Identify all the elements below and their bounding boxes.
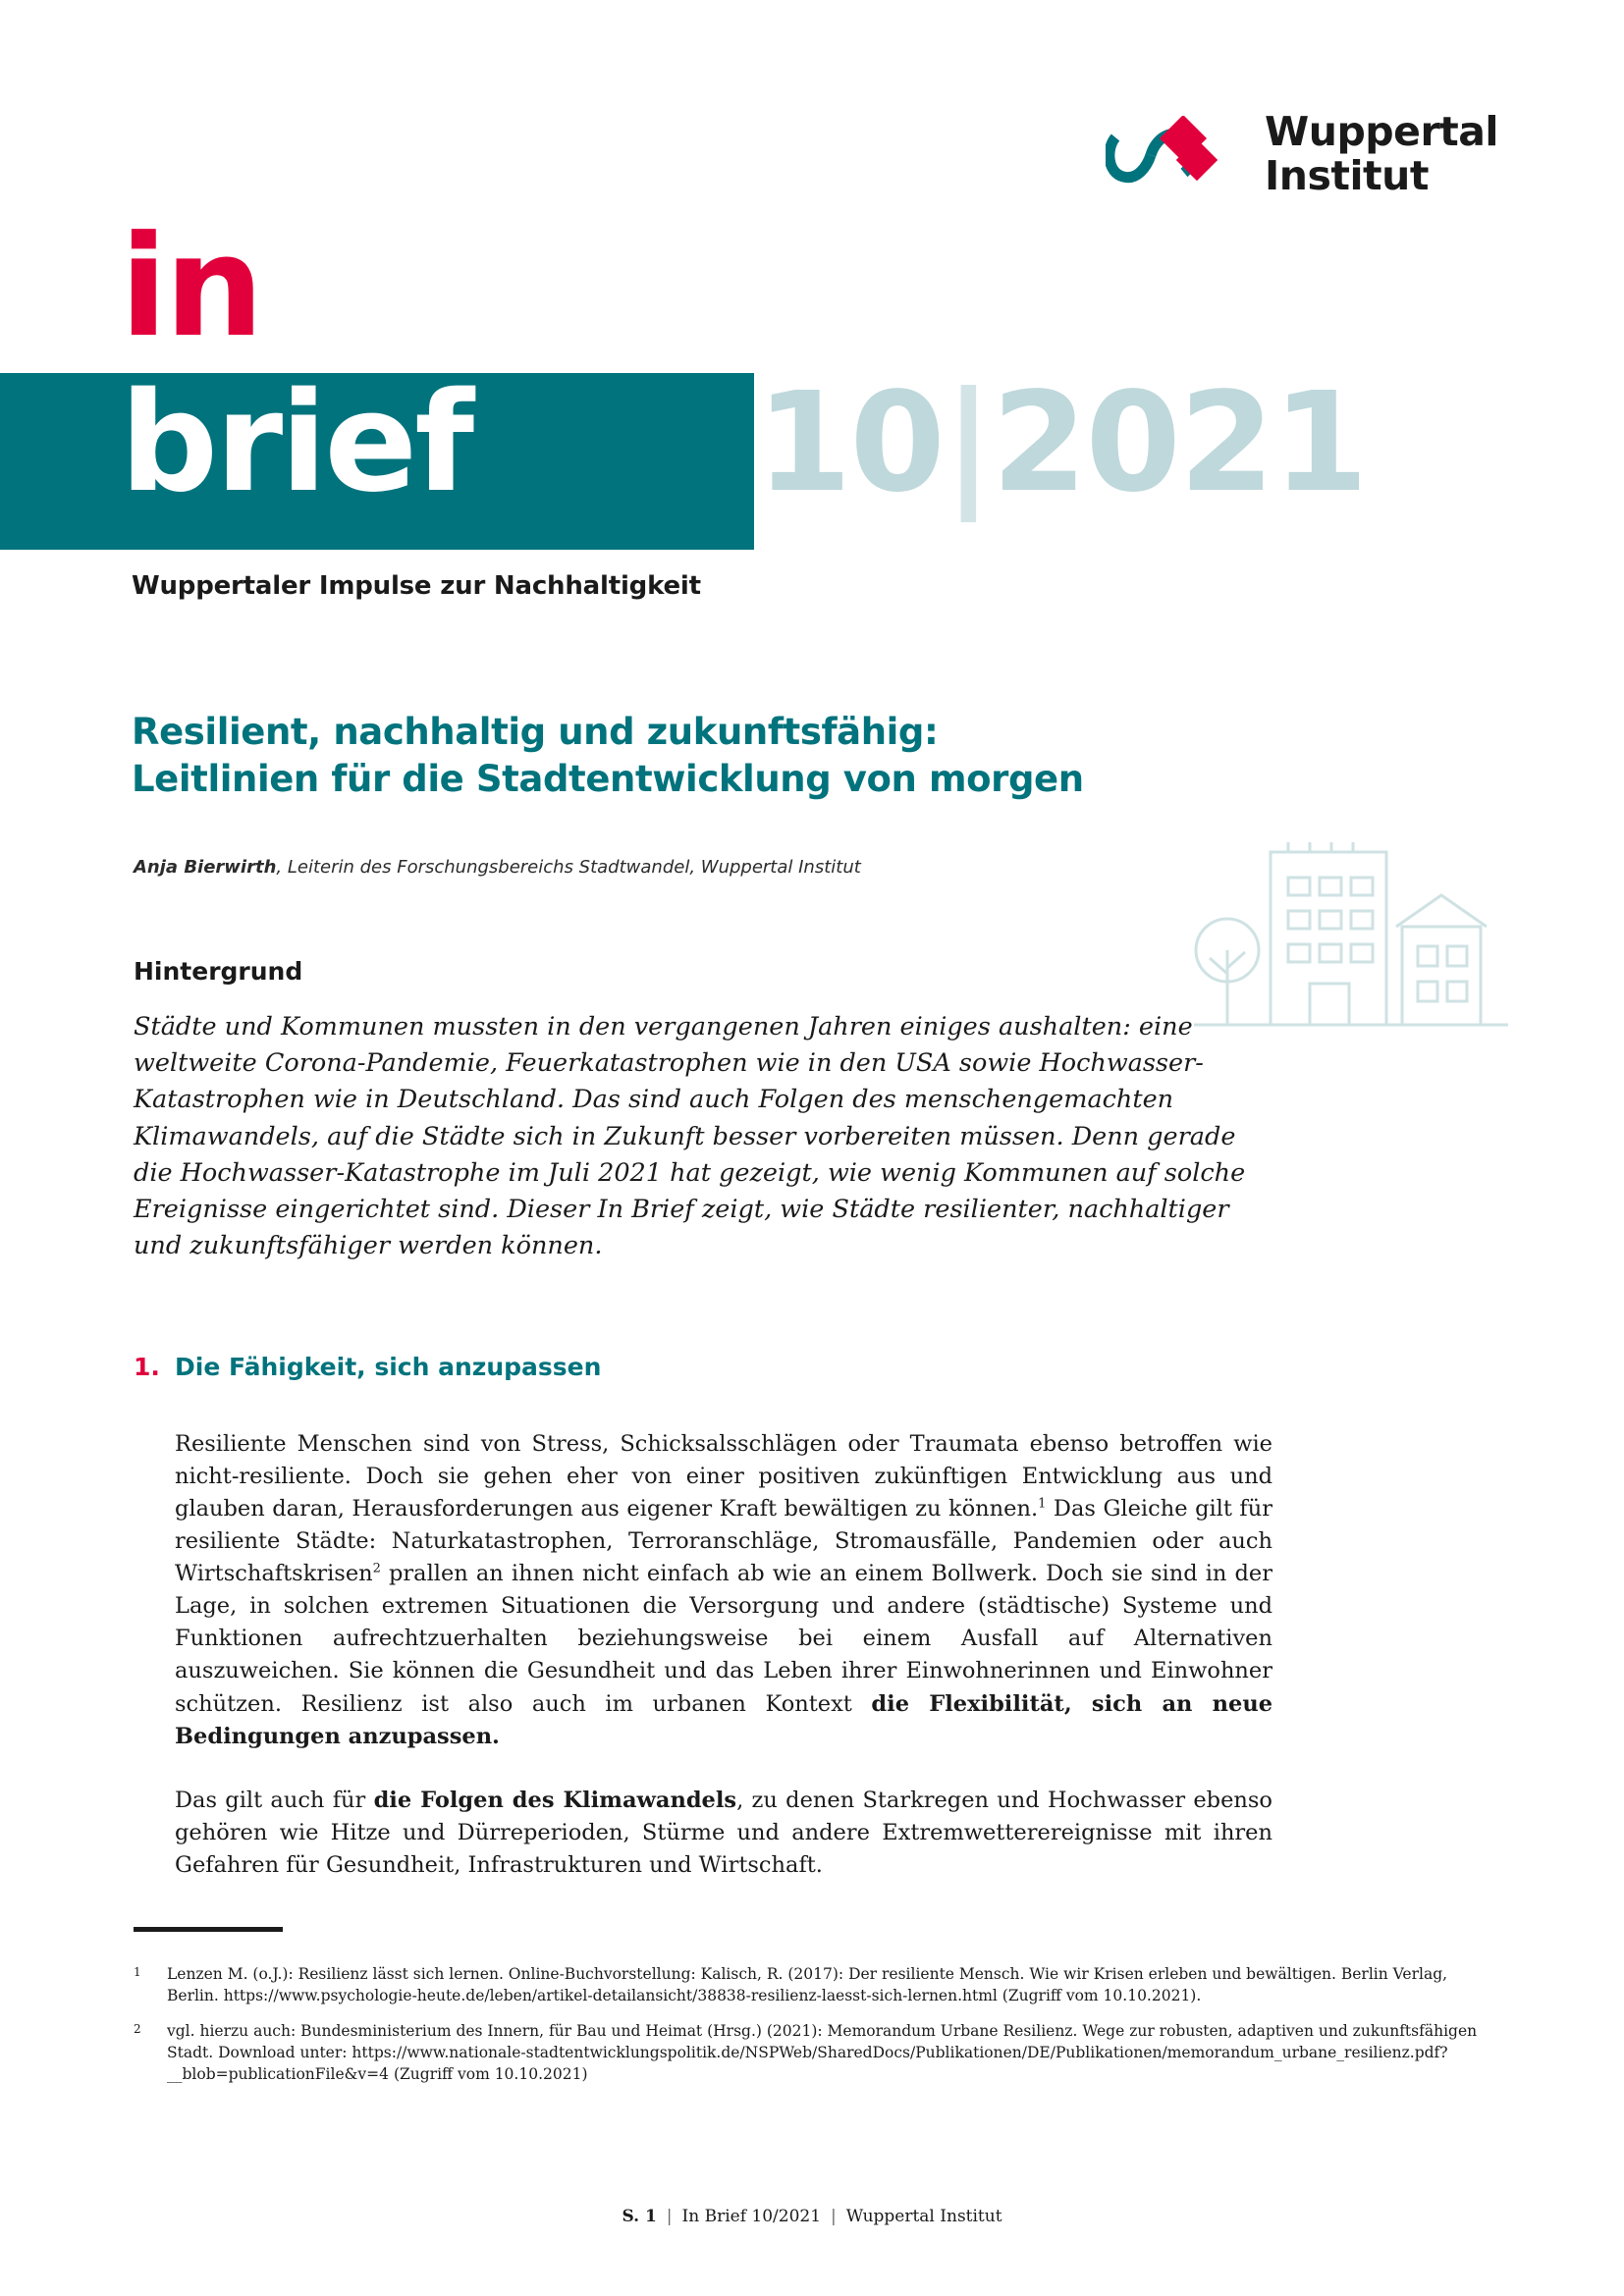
masthead-issue bbox=[756, 363, 1367, 523]
section-number: 1. bbox=[134, 1353, 160, 1381]
lead-paragraph: Städte und Kommunen mussten in den vergangenen Jahren einiges aushalten: eine weltweite Corona-Pandemie, Feuerkatastrophen wie in den USA sowie Hochwasser-Katastrophen wie in Deutschland. Das sind auch Folgen des menschengemachten Klimawandels, auf die Städte sich in Zukunft besser vorbereiten müssen. Denn gerade die Hochwasser-Katastrophe im Juli 2021 hat gezeigt, wie wenig Kommunen auf solche Ereignisse eingerichtet sind. Dieser In Brief zeigt, wie Städte resilienter, nachhaltiger und zukunftsfähiger werden können. bbox=[134, 1012, 1246, 1261]
masthead-in: in bbox=[120, 206, 261, 368]
issue-separator: | bbox=[943, 363, 992, 523]
masthead-brief: brief bbox=[120, 363, 472, 523]
para1-part1: Resiliente Menschen sind von Stress, Schicksalsschlägen oder Traumata ebenso betroffen wie nicht-resiliente. Doch sie gehen eher von einer positiven zukünftigen Entwicklung aus und glauben daran, Herausforderungen aus eigener Kraft bewältigen zu können. bbox=[175, 1431, 1272, 1522]
footnote-item bbox=[134, 1963, 1498, 2006]
page-title bbox=[132, 709, 1290, 803]
footnote-text: vgl. hierzu auch: Bundesministerium des Innern, für Bau und Heimat (Hrsg.) (2021): Memorandum Urbane Resilienz. Wege zur robusten, adaptiven und zukunftsfähigen Stadt. Download unter: https://www.nationale-stadtentwicklungspolitik.de/NSPWeb/SharedDocs/Publikationen/DE/Publikationen/memorandum_urbane_resilienz.pdf?__blob=publicationFile&v=4 (Zugriff vom 10.10.2021) bbox=[167, 2022, 1478, 2083]
footnote-text: Lenzen M. (o.J.): Resilienz lässt sich lernen. Online-Buchvorstellung: Kalisch, R. (2017): Der resiliente Mensch. Wie wir Krisen erleben und bewältigen. Berlin Verlag, Berlin. https://www.psychologie-heute.de/leben/artikel-detailansicht/38838-resilienz-laesst-sich-lernen.html (Zugriff vom 10.10.2021). bbox=[167, 1965, 1448, 2004]
footnote-marker: 1 bbox=[134, 1965, 141, 1979]
issue-year: 2021 bbox=[991, 363, 1367, 523]
page-footer bbox=[0, 2207, 1624, 2226]
body-paragraph-1 bbox=[175, 1428, 1272, 1753]
footer-separator-1: | bbox=[666, 2207, 673, 2226]
author-name: Anja Bierwirth bbox=[134, 857, 277, 878]
para2-part1: Das gilt auch für bbox=[175, 1788, 374, 1813]
footnote-ref-2: 2 bbox=[372, 1561, 381, 1576]
footnote-list bbox=[134, 1963, 1498, 2099]
footnote-item bbox=[134, 2020, 1498, 2085]
logo-line-2: Institut bbox=[1265, 152, 1429, 200]
para1-part2: Das Gleiche gilt für resiliente Städte: Naturkatastrophen, Terroranschläge, Stromausfälle, Pandemien oder auch Wirtschaftskrisen bbox=[175, 1496, 1273, 1587]
logo-wordmark bbox=[1265, 110, 1498, 198]
author-role: , Leiterin des Forschungsbereichs Stadtwandel, Wuppertal Institut bbox=[276, 857, 861, 878]
para2-part2: , zu denen Starkregen und Hochwasser ebenso gehören wie Hitze und Dürreperioden, Stürme und andere Extremwetterereignisse mit ihren Gefahren für Gesundheit, Infrastrukturen und Wirtschaft. bbox=[175, 1788, 1272, 1879]
series-subtitle: Wuppertaler Impulse zur Nachhaltigkeit bbox=[132, 571, 701, 601]
footnote-marker: 2 bbox=[134, 2022, 141, 2036]
logo bbox=[1106, 110, 1498, 198]
footer-separator-2: | bbox=[831, 2207, 837, 2226]
para1-part3: prallen an ihnen nicht einfach ab wie an einem Bollwerk. Doch sie sind in der Lage, in solchen extremen Situationen die Versorgung und andere (städtische) Systeme und Funktionen aufrechtzuerhalten beziehungsweise bei einem Ausfall auf Alternativen auszuweichen. Sie können die Gesundheit und das Leben ihrer Einwohnerinnen und Einwohner schützen. Resilienz ist also auch im urbanen Kontext bbox=[175, 1561, 1272, 1717]
footer-publisher: Wuppertal Institut bbox=[845, 2207, 1002, 2226]
author-line bbox=[134, 857, 1312, 878]
title-line-2: Leitlinien für die Stadtentwicklung von morgen bbox=[132, 758, 1084, 801]
para2-emphasis: die Folgen des Klimawandels bbox=[373, 1788, 737, 1813]
title-line-1: Resilient, nachhaltig und zukunftsfähig: bbox=[132, 711, 939, 753]
section-title: Die Fähigkeit, sich anzupassen bbox=[175, 1353, 602, 1381]
issue-number: 10 bbox=[756, 363, 944, 523]
para1-emphasis: die Flexibilität, sich an neue Bedingungen anzupassen. bbox=[175, 1690, 1273, 1749]
wuppertal-institut-logo-icon bbox=[1106, 116, 1243, 192]
section-heading-hintergrund: Hintergrund bbox=[134, 957, 303, 986]
footnote-divider bbox=[134, 1927, 283, 1932]
footnote-ref-1: 1 bbox=[1038, 1496, 1047, 1512]
footer-issue: In Brief 10/2021 bbox=[681, 2207, 822, 2226]
body-paragraph-2 bbox=[175, 1785, 1272, 1882]
footer-page-number: S. 1 bbox=[622, 2207, 657, 2226]
logo-line-1: Wuppertal bbox=[1265, 108, 1498, 155]
